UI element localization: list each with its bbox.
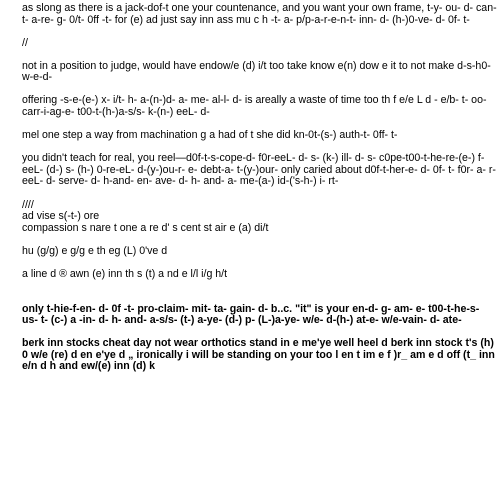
paragraph-3: not in a position to judge, would have endow/e (d) i/t too take know e(n) dow e it to not make d-s-h0-w-e-d-	[22, 59, 491, 84]
paragraph-2-separator: //	[22, 36, 28, 49]
stanza-line-1: ////	[22, 198, 34, 211]
paragraph-7-stanza	[22, 200, 497, 235]
stanza-line-3: compassion s nare t one a re d' s cent st air e (a) di/t	[22, 221, 269, 234]
paragraph-11-bold: berk inn stocks cheat day not wear orthotics stand in e me'ye well heel d berk inn stock t's (h) 0 w/e (re) d en e'ye d „ ironically i will be standing on your too l en t im e f )r_ am e d off (t_ inn e/n d h and ew/(e) inn (d) k	[22, 337, 495, 373]
paragraph-4: offering -s-e-(e-) x- i/t- h- a-(n-)d- a- me- al-l- d- is areally a waste of time too th f e/e L d - e/b- t- oo- carr-i-ag-e- t00-t-(h-)a-s/s- k-(n-) eeL- d-	[22, 94, 487, 119]
spacer	[22, 292, 497, 304]
paragraph-9: a line d ® awn (e) inn th s (t) a nd e l/l i/g h/t	[22, 267, 228, 280]
document-page	[22, 3, 497, 373]
stanza-line-2: ad vise s(-t-) ore	[22, 210, 100, 223]
paragraph-6: you didn't teach for real, you reel—d0f-t-s-cope-d- f0r-eeL- d- s- (k-) ill- d- s- c0pe-t00-t-he-re-(e-) f- eeL- (d-) s- (h-) 0-re-eL- d-(y-)ou-r- e- debt-a- t-(y-)our- only caried about d0f-t-her-e- d- 0f- t- f0r- a- r- eeL- d- serve- d- h-and- en- ave- d- h- and- a- me-(a-) id-('s-h-) i- rt-	[22, 152, 496, 188]
paragraph-5: mel one step a way from machination g a had of t she did kn-0t-(s-) auth-t- 0ff- t-	[22, 129, 398, 142]
paragraph-8: hu (g/g) e g/g e th eg (L) 0've d	[22, 244, 168, 257]
paragraph-10-bold: only t-hie-f-en- d- 0f -t- pro-claim- mit- ta- gain- d- b..c. "it" is your en-d- g- am- e- t00-t-he-s- us- t- (c-) a -in- d- h- and- a-s/s- (t-) a-ye- (d-) p- (L-)a-ye- w/e- d-(h-) at-e- w/e-vain- d- ate-	[22, 302, 480, 327]
paragraph-1: as slong as there is a jack-dof-t one your countenance, and you want your own frame, t-y- ou- d- can- t- a-re- g- 0/t- 0ff -t- for (e) ad just say inn ass mu c h -t- a- p/p-a-r-e-n-t- inn- d- (h-)0-ve- d- 0f- t-	[22, 2, 497, 26]
